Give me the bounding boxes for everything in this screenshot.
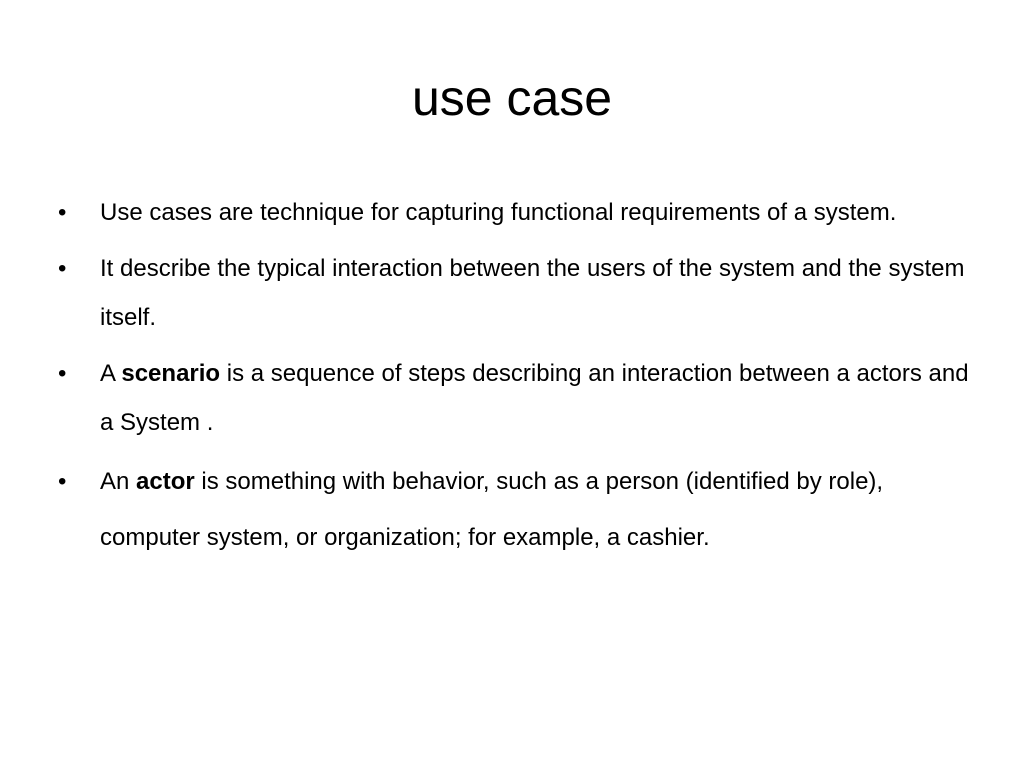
bullet-text-part: A xyxy=(100,360,122,387)
bullet-item xyxy=(56,454,976,566)
bullet-text xyxy=(100,255,964,331)
bullet-text-part: Use cases are technique for capturing functional requirements of a system. xyxy=(100,199,897,226)
bullet-item xyxy=(56,244,976,342)
bullet-text xyxy=(100,199,896,226)
bullet-bold-term: scenario xyxy=(121,360,221,387)
bullet-text-part: is a sequence of steps describing an interaction between a actors and a System . xyxy=(100,360,969,436)
bullet-marker: • xyxy=(58,360,67,387)
bullet-marker: • xyxy=(58,199,67,226)
bullet-text-part: is something with behavior, such as a person (identified by role), computer system, or organization; for example, a cashier. xyxy=(100,468,884,551)
bullet-text-part: It describe the typical interaction between the users of the system and the system itself. xyxy=(100,255,965,331)
bullet-text-part: An xyxy=(100,468,137,495)
bullet-text xyxy=(100,468,883,551)
bullet-bold-term: actor xyxy=(136,468,195,495)
bullet-list xyxy=(56,188,976,573)
slide-title: use case xyxy=(411,70,613,126)
bullet-item xyxy=(56,188,976,237)
bullet-text xyxy=(100,360,969,436)
bullet-item xyxy=(56,349,976,447)
bullet-marker: • xyxy=(58,468,67,495)
bullet-marker: • xyxy=(58,255,67,282)
